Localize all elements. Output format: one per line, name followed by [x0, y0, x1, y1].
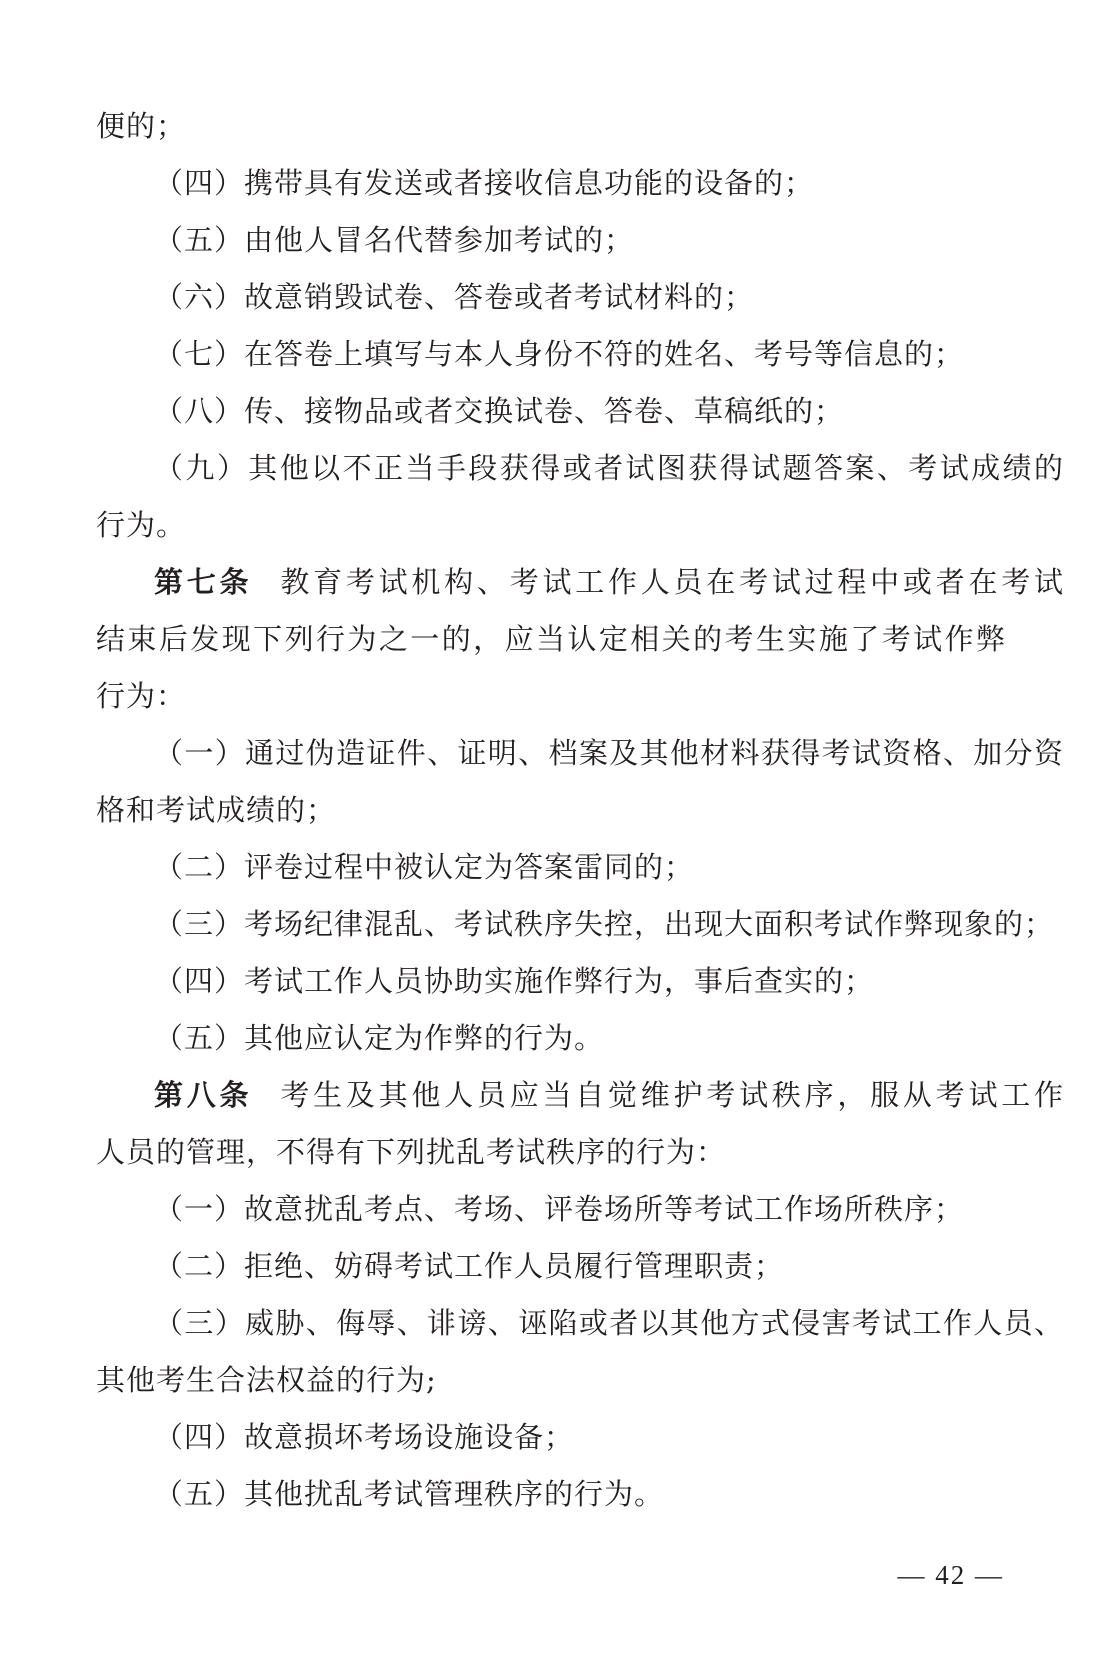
document-body [96, 98, 1064, 1523]
list-item-3: （三）威胁、侮辱、诽谤、诬陷或者以其他方式侵害考试工作人员、 [154, 1306, 1064, 1340]
list-item-5: （五）其他扰乱考试管理秩序的行为。 [154, 1477, 665, 1511]
list-item-5: （五）其他应认定为作弊的行为。 [154, 1021, 605, 1055]
list-item-2: （二）拒绝、妨碍考试工作人员履行管理职责； [154, 1249, 785, 1283]
list-item-1: （一）故意扰乱考点、考场、评卷场所等考试工作场所秩序； [154, 1192, 965, 1226]
text-line: 格和考试成绩的； [96, 793, 337, 827]
list-item-4: （四）考试工作人员协助实施作弊行为，事后查实的； [154, 964, 875, 998]
text-line: 结束后发现下列行为之一的，应当认定相关的考生实施了考试作弊 [96, 622, 1006, 656]
article-7-heading: 第七条 [154, 565, 253, 599]
text-line: 便的； [96, 109, 187, 143]
list-item-2: （二）评卷过程中被认定为答案雷同的； [154, 850, 695, 884]
article-7-first-line [96, 554, 1064, 611]
list-item-8: （八）传、接物品或者交换试卷、答卷、草稿纸的； [154, 394, 845, 428]
list-item-3: （三）考场纪律混乱、考试秩序失控，出现大面积考试作弊现象的； [154, 907, 1055, 941]
list-item-9: （九）其他以不正当手段获得或者试图获得试题答案、考试成绩的 [154, 451, 1064, 485]
article-7-text: 教育考试机构、考试工作人员在考试过程中或者在考试 [280, 565, 1064, 599]
list-item-5: （五）由他人冒名代替参加考试的； [154, 223, 635, 257]
list-item-1: （一）通过伪造证件、证明、档案及其他材料获得考试资格、加分资 [154, 736, 1064, 770]
list-item-4: （四）故意损坏考场设施设备； [154, 1420, 575, 1454]
text-line: 行为。 [96, 508, 187, 542]
text-line: 行为： [96, 679, 187, 713]
text-line: 其他考生合法权益的行为; [96, 1363, 437, 1397]
list-item-7: （七）在答卷上填写与本人身份不符的姓名、考号等信息的； [154, 337, 965, 371]
list-item-6: （六）故意销毁试卷、答卷或者考试材料的； [154, 280, 755, 314]
article-8-heading: 第八条 [154, 1078, 253, 1112]
page-number: — 42 — [897, 1560, 1004, 1590]
article-8-first-line [96, 1067, 1064, 1124]
list-item-4: （四）携带具有发送或者接收信息功能的设备的； [154, 166, 815, 200]
text-line: 人员的管理，不得有下列扰乱考试秩序的行为： [96, 1135, 727, 1169]
article-8-text: 考生及其他人员应当自觉维护考试秩序，服从考试工作 [280, 1078, 1064, 1112]
